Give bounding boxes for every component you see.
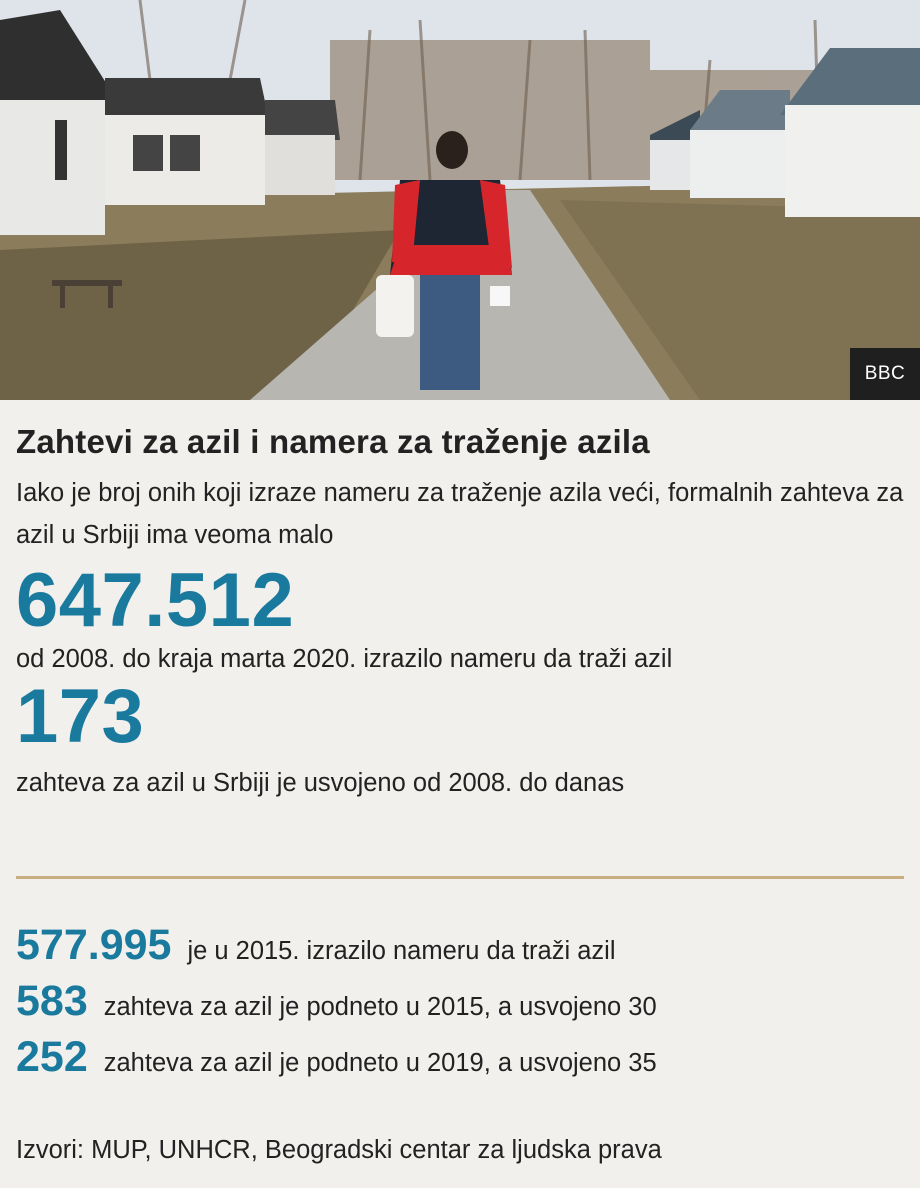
card-subtitle: Iako je broj onih koji izraze nameru za traženje azila veći, formalnih zahteva za azil u Srbiji ima veoma malo [16, 479, 904, 549]
stat-text: zahteva za azil je podneto u 2019, a usvojeno 35 [103, 1049, 657, 1077]
header-photo [0, 0, 920, 400]
infocard [0, 422, 920, 1188]
section-divider [16, 876, 904, 879]
camp-scene-illustration [0, 0, 920, 400]
sources-line: Izvori: MUP, UNHCR, Beogradski centar za ljudska prava [16, 1136, 662, 1164]
stat-value: 252 [16, 1033, 88, 1081]
stat-text: zahteva za azil je podneto u 2015, a usvojeno 30 [103, 993, 657, 1021]
stat-text: je u 2015. izrazilo nameru da traži azil [187, 937, 616, 965]
highlight-text: zahteva za azil u Srbiji je usvojeno od 2008. do danas [16, 769, 625, 797]
card-title: Zahtevi za azil i namera za traženje azila [16, 423, 650, 460]
stat-row [16, 1032, 657, 1082]
highlight-2 [16, 674, 904, 802]
photo-credit: BBC [850, 348, 920, 400]
highlight-text: od 2008. do kraja marta 2020. izrazilo nameru da traži azil [16, 645, 673, 673]
stat-value: 577.995 [16, 921, 172, 969]
stat-value: 583 [16, 977, 88, 1025]
highlight-value: 647.512 [16, 558, 295, 643]
stat-row [16, 976, 657, 1026]
highlight-1 [16, 558, 904, 678]
highlight-value: 173 [16, 674, 145, 759]
stat-row [16, 920, 615, 970]
